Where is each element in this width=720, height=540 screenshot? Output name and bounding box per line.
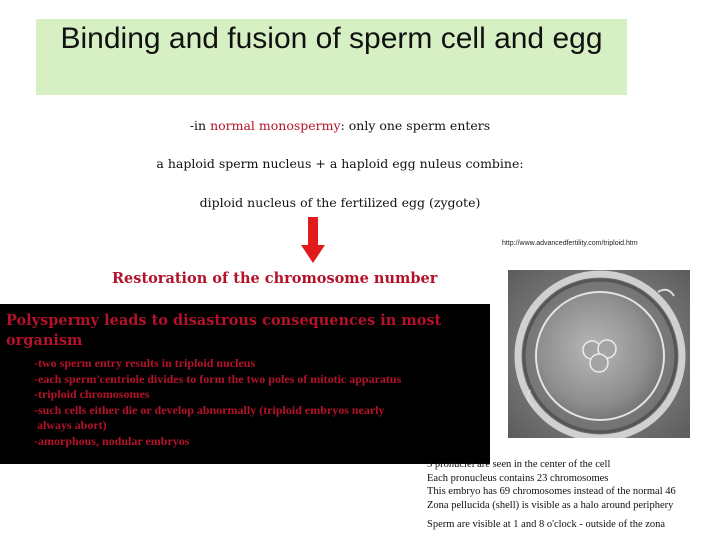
slide-title: Binding and fusion of sperm cell and egg bbox=[60, 22, 603, 55]
monospermy-suffix: : only one sperm enters bbox=[340, 118, 491, 133]
title-banner bbox=[36, 19, 627, 95]
monospermy-term: normal monospermy bbox=[210, 118, 341, 133]
polyspermy-list bbox=[34, 356, 484, 449]
list-item: -triploid chromosomes bbox=[34, 387, 150, 401]
monospermy-prefix: -in bbox=[189, 118, 211, 133]
caption-line: Each pronucleus contains 23 chromosomes bbox=[427, 472, 609, 484]
list-item: always abort) bbox=[34, 418, 107, 432]
caption-line: Sperm are visible at 1 and 8 o'clock - outside of the zona bbox=[427, 519, 666, 531]
zygote-micrograph bbox=[508, 270, 690, 438]
haploid-line: a haploid sperm nucleus + a haploid egg nuleus combine: bbox=[156, 156, 524, 171]
list-item: -such cells either die or develop abnormally (triploid embryos nearly bbox=[34, 402, 385, 417]
polyspermy-heading: Polyspermy leads to disastrous consequences in most organism bbox=[6, 312, 442, 349]
list-item: -two sperm entry results in triploid nucleus bbox=[34, 356, 256, 370]
list-item: -amorphous, nodular embryos bbox=[34, 433, 190, 448]
polyspermy-box bbox=[0, 304, 490, 464]
micrograph-caption bbox=[427, 458, 717, 532]
monospermy-line bbox=[0, 118, 680, 133]
diploid-line: diploid nucleus of the fertilized egg (zygote) bbox=[199, 195, 481, 210]
caption-line: 3 pronuclei are seen in the center of the cell bbox=[427, 459, 611, 470]
restoration-heading: Restoration of the chromosome number bbox=[112, 270, 438, 287]
caption-line: Zona pellucida (shell) is visible as a halo around periphery bbox=[427, 499, 674, 511]
list-item: -each sperm'centriole divides to form the two poles of mitotic apparatus bbox=[34, 371, 402, 386]
down-arrow-icon bbox=[301, 217, 325, 263]
caption-line: This embryo has 69 chromosomes instead of the normal 46 bbox=[427, 486, 676, 498]
source-url: http://www.advancedfertility.com/triploid.htm bbox=[502, 240, 638, 247]
